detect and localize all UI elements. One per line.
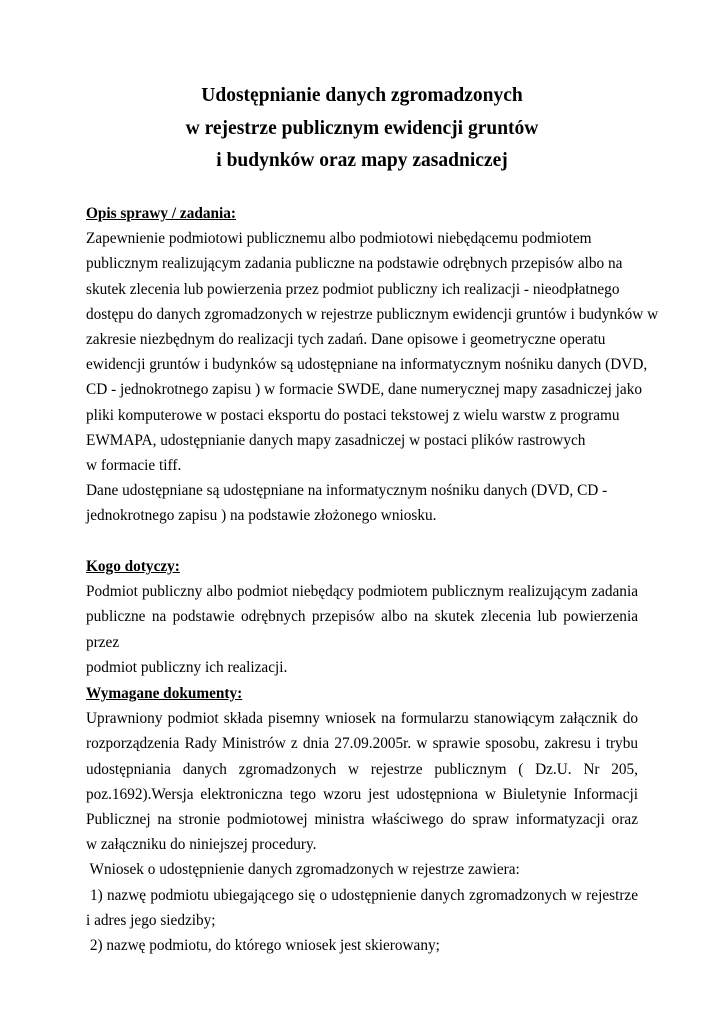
text-line: pliki komputerowe w postaci eksportu do postaci tekstowej z wielu warstw z programu: [86, 406, 620, 424]
text-line: skutek zlecenia lub powierzenia przez podmiot publiczny ich realizacji - nieodpłatnego: [86, 280, 620, 298]
section-heading: Kogo dotyczy:: [86, 558, 180, 575]
text-line: publicznym realizującym zadania publiczne na podstawie odrębnych przepisów albo na: [86, 255, 623, 273]
section-heading: Opis sprawy / zadania:: [86, 205, 237, 222]
text-line: Dane udostępniane są udostępniane na informatycznym nośniku danych (DVD, CD -: [86, 482, 608, 500]
text-line: w załączniku do niniejszej procedury.: [86, 836, 317, 854]
text-line: CD - jednokrotnego zapisu ) w formacie SWDE, dane numerycznej mapy zasadniczej jako: [86, 381, 643, 399]
text-line: zakresie niezbędnym do realizacji tych zadań. Dane opisowe i geometryczne operatu: [86, 331, 606, 349]
text-line: ewidencji gruntów i budynków są udostępniane na informatycznym nośniku danych (DVD,: [86, 356, 648, 374]
section-kogo-dotyczy: [86, 554, 638, 680]
text-line: podmiot publiczny ich realizacji.: [86, 658, 288, 676]
text-line: publiczne na podstawie odrębnych przepisów albo na skutek zlecenia lub powierzenia przez: [86, 608, 638, 651]
title-line: w rejestrze publicznym ewidencji gruntów: [185, 117, 539, 139]
text-line: udostępniania danych zgromadzonych w rejestrze publicznym ( Dz.U. Nr 205,: [86, 760, 638, 778]
section-heading: Wymagane dokumenty:: [86, 685, 243, 702]
text-line: jednokrotnego zapisu ) na podstawie złożonego wniosku.: [86, 507, 437, 525]
text-line: w formacie tiff.: [86, 457, 182, 475]
text-line: EWMAPA, udostępnianie danych mapy zasadniczej w postaci plików rastrowych: [86, 431, 586, 449]
list-item: 2) nazwę podmiotu, do którego wniosek jest skierowany;: [86, 937, 440, 955]
text-line: Uprawniony podmiot składa pisemny wniosek na formularzu stanowiącym załącznik do: [86, 710, 638, 728]
section-wymagane-dokumenty: [86, 681, 638, 958]
text-line: Publicznej na stronie podmiotowej ministra właściwego do spraw informatyzacji oraz: [86, 811, 638, 829]
text-line: poz.1692).Wersja elektroniczna tego wzoru jest udostępniona w Biuletynie Informacji: [86, 785, 638, 803]
document-title: [0, 80, 724, 178]
text-line: dostępu do danych zgromadzonych w rejestrze publicznym ewidencji gruntów i budynków w: [86, 305, 659, 323]
title-line: Udostępnianie danych zgromadzonych: [201, 85, 523, 106]
section-opis: [86, 201, 659, 529]
list-item: 1) nazwę podmiotu ubiegającego się o udostępnienie danych zgromadzonych w rejestrze: [90, 886, 638, 904]
title-line: i budynków oraz mapy zasadniczej: [216, 150, 508, 171]
text-line: Podmiot publiczny albo podmiot niebędący podmiotem publicznym realizującym zadania: [86, 583, 638, 601]
text-line: i adres jego siedziby;: [86, 911, 216, 929]
text-line: Zapewnienie podmiotowi publicznemu albo podmiotowi niebędącemu podmiotem: [86, 230, 592, 248]
text-line: Wniosek o udostępnienie danych zgromadzonych w rejestrze zawiera:: [86, 861, 520, 879]
text-line: rozporządzenia Rady Ministrów z dnia 27.09.2005r. w sprawie sposobu, zakresu i trybu: [86, 735, 638, 753]
